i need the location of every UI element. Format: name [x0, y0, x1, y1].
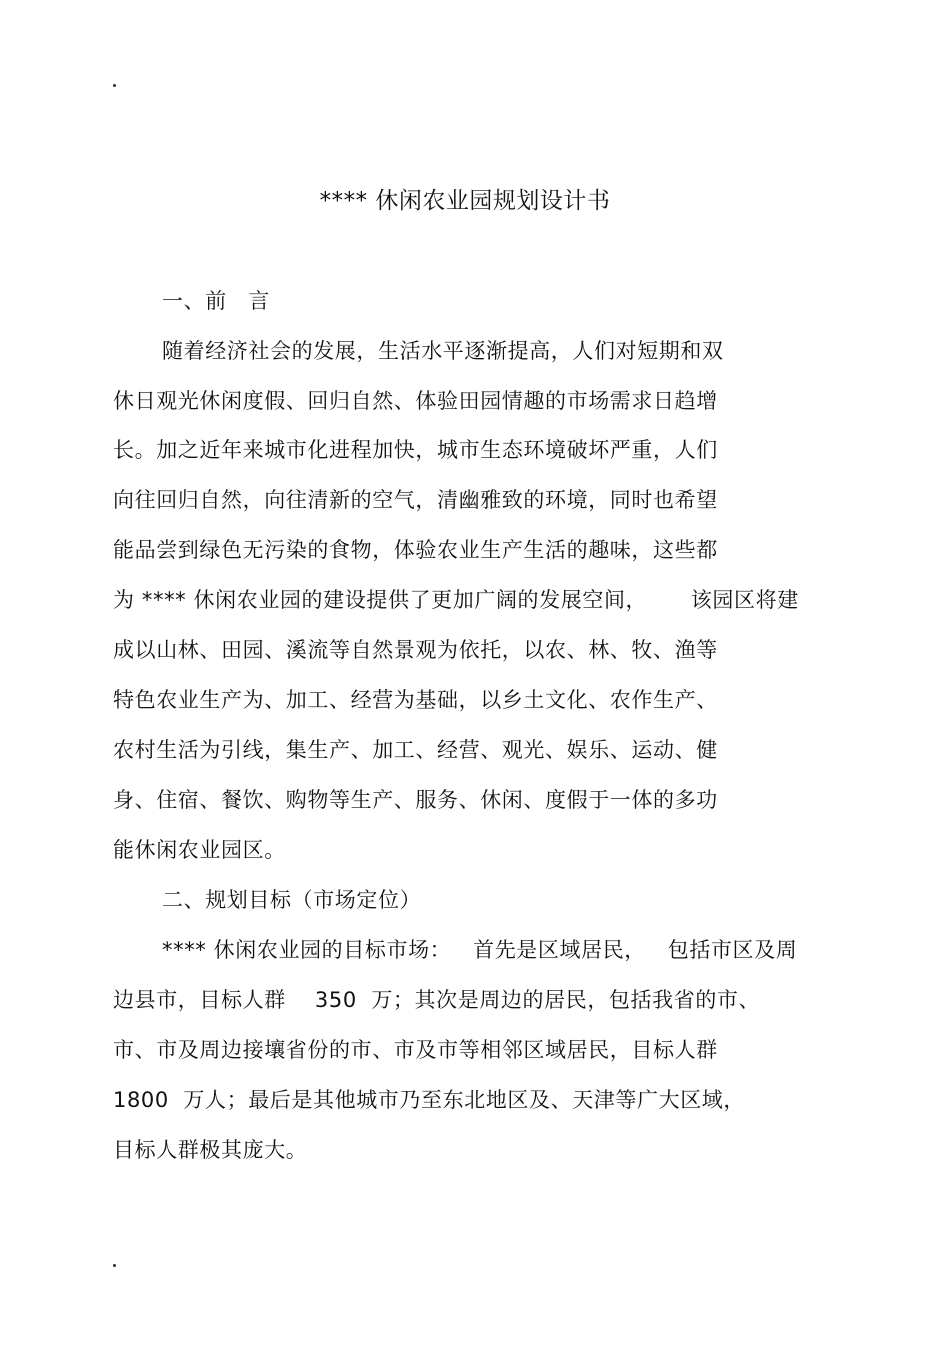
paragraph-line: 成以山林、田园、溪流等自然景观为依托，以农、林、牧、渔等: [113, 638, 718, 662]
paragraph-line: 特色农业生产为、加工、经营为基础，以乡土文化、农作生产、: [113, 688, 718, 712]
document-title: **** 休闲农业园规划设计书: [319, 188, 611, 214]
paragraph-line: 随着经济社会的发展，生活水平逐渐提高，人们对短期和双: [162, 339, 724, 363]
paragraph-line: 向往回归自然，向往清新的空气，清幽雅致的环境，同时也希望: [113, 488, 718, 512]
page-mark-bottom: [113, 1264, 116, 1267]
paragraph-line: 1800 万人；最后是其他城市乃至东北地区及、天津等广大区域，: [113, 1088, 745, 1112]
paragraph-line: 为 **** 休闲农业园的建设提供了更加广阔的发展空间， 该园区将建: [113, 588, 799, 612]
paragraph-line: 目标人群极其庞大。: [113, 1138, 308, 1162]
paragraph-line: **** 休闲农业园的目标市场： 首先是区域居民， 包括市区及周: [162, 938, 798, 962]
paragraph-line: 农村生活为引线，集生产、加工、经营、观光、娱乐、运动、健: [113, 738, 718, 762]
section-heading-preface: 一、前 言: [162, 289, 270, 313]
paragraph-line: 能休闲农业园区。: [113, 838, 286, 862]
paragraph-line: 市、市及周边接壤省份的市、市及市等相邻区域居民，目标人群: [113, 1038, 718, 1062]
page-mark-top: [113, 84, 116, 87]
section-heading-goals: 二、规划目标（市场定位）: [162, 888, 422, 912]
paragraph-line: 身、住宿、餐饮、购物等生产、服务、休闲、度假于一体的多功: [113, 788, 718, 812]
paragraph-line: 休日观光休闲度假、回归自然、体验田园情趣的市场需求日趋增: [113, 389, 718, 413]
paragraph-line: 长。加之近年来城市化进程加快，城市生态环境破坏严重，人们: [113, 438, 718, 462]
paragraph-line: 能品尝到绿色无污染的食物，体验农业生产生活的趣味，这些都: [113, 538, 718, 562]
paragraph-line: 边县市，目标人群 350 万；其次是周边的居民，包括我省的市、: [113, 988, 761, 1012]
